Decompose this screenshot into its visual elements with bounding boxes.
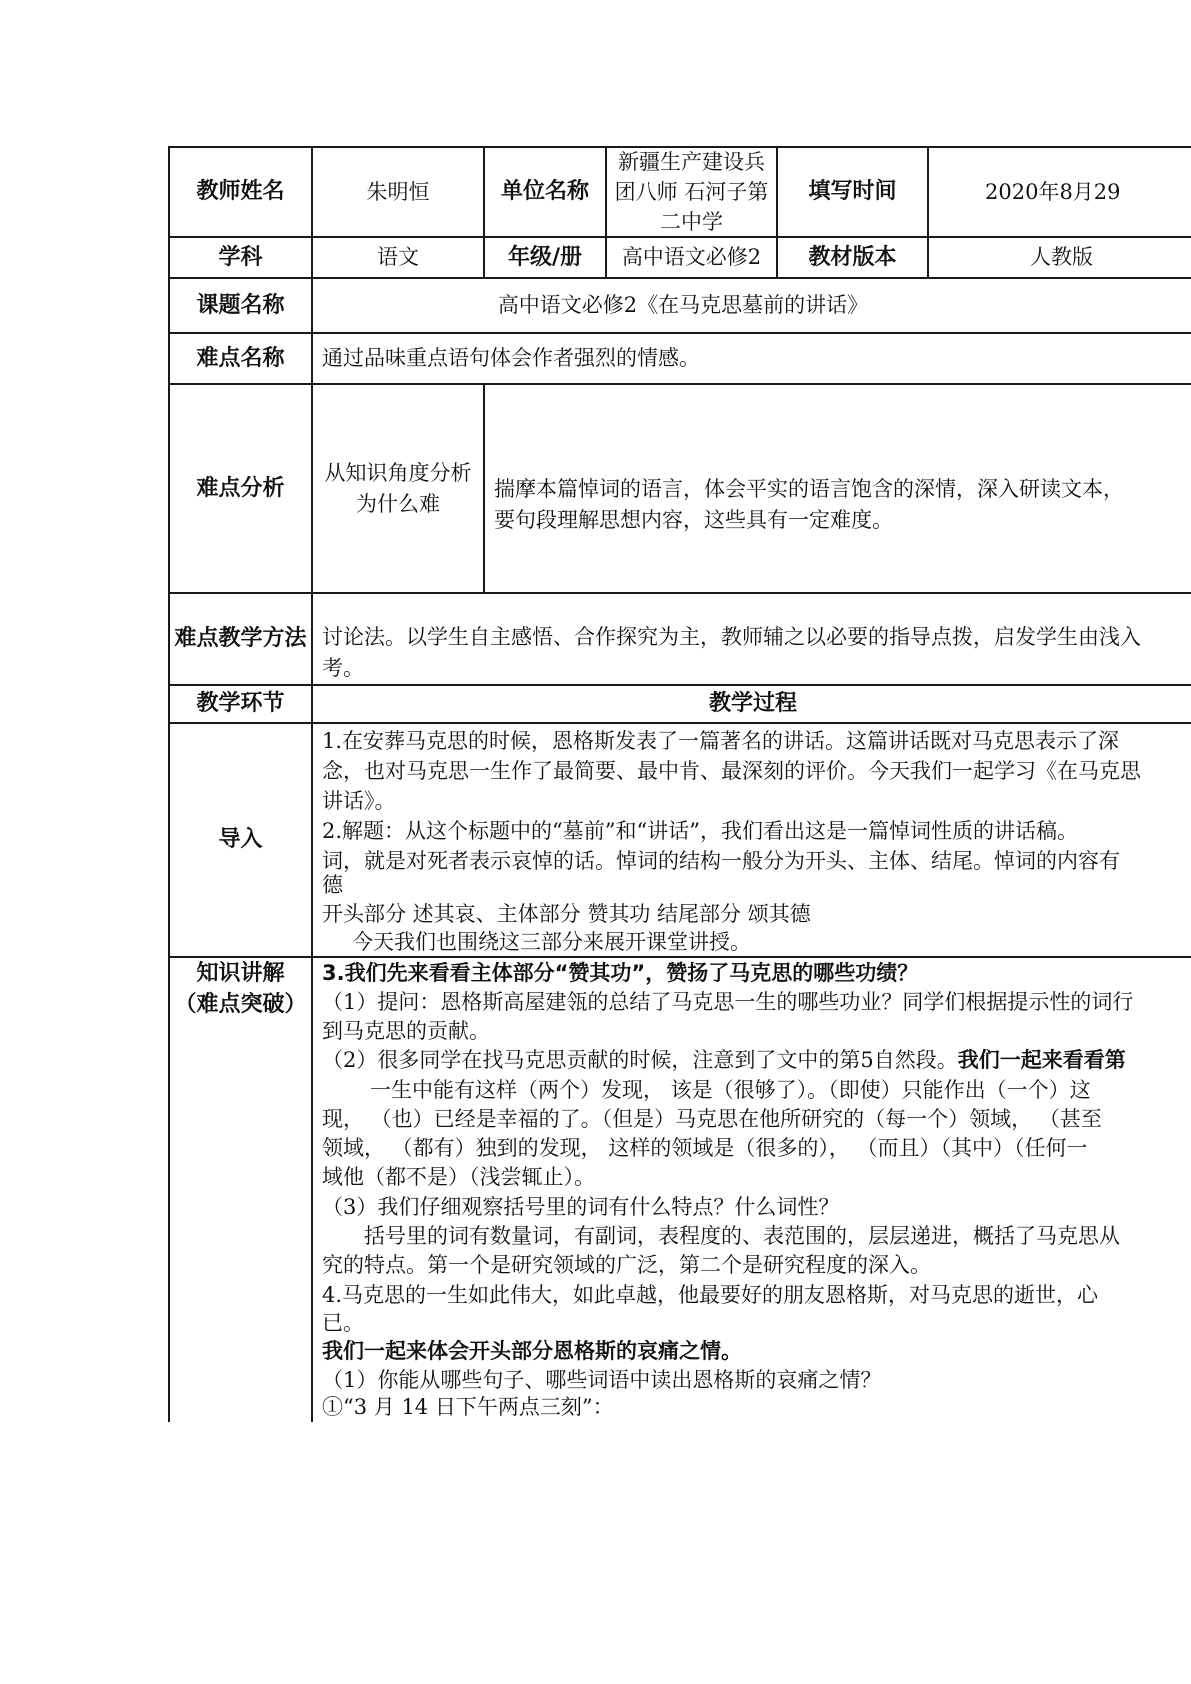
topic-value: 高中语文必修2《在马克思墓前的讲话》 (497, 293, 869, 317)
method-line-1: 讨论法。以学生自主感悟、合作探究为主，教师辅之以必要的指导点拨，启发学生由浅入 (322, 625, 1141, 649)
knowledge-bold-heading-2: 我们一起来体会开头部分恩格斯的哀痛之情。 (322, 1339, 742, 1363)
knowledge-q4-b: 已。 (322, 1311, 364, 1335)
edition-label: 教材版本 (808, 244, 897, 270)
fill-time-value: 2020年8月29 (985, 180, 1121, 204)
edition-value: 人教版 (1030, 245, 1093, 269)
knowledge-p3: 领域， （都有）独到的发现， 这样的领域是（很多的）， （而且）（其中）（任何一 (322, 1136, 1088, 1160)
unit-name-line-3: 二中学 (660, 210, 723, 234)
analysis-sub-label-line-1: 从知识角度分析 (324, 460, 472, 485)
knowledge-a3-b: 究的特点。第一个是研究领域的广泛，第二个是研究程度的深入。 (322, 1253, 931, 1277)
knowledge-heading: 3.我们先来看看主体部分“赞其功”，赞扬了马克思的哪些功绩？ (322, 961, 919, 985)
unit-name-line-2: 团八师 石河子第 (614, 180, 769, 204)
teacher-name-label: 教师姓名 (196, 179, 285, 204)
knowledge-label-line-2: （难点突破） (174, 992, 307, 1017)
fill-time-label: 填写时间 (808, 179, 897, 204)
knowledge-p2: 现， （也）已经是幸福的了。（但是）马克思在他所研究的（每一个）领域， （甚至 (322, 1107, 1102, 1131)
difficulty-value: 通过品味重点语句体会作者强烈的情感。 (322, 346, 700, 370)
knowledge-p4: 域他（都不是）（浅尝辄止）。 (322, 1165, 595, 1189)
knowledge-p1: 一生中能有这样（两个）发现， 该是（很够了）。（即使）只能作出（一个）这 (370, 1078, 1091, 1102)
knowledge-q1-b: 到马克思的贡献。 (322, 1019, 490, 1043)
method-label: 难点教学方法 (174, 626, 307, 651)
intro-line-1: 1.在安葬马克思的时候，恩格斯发表了一篇著名的讲话。这篇讲话既对马克思表示了深 (322, 729, 1120, 753)
difficulty-label: 难点名称 (196, 345, 285, 371)
subject-value: 语文 (377, 245, 419, 269)
analysis-line-1: 揣摩本篇悼词的语言，体会平实的语言饱含的深情，深入研读文本， (494, 477, 1124, 501)
process-header-label: 教学过程 (708, 691, 797, 716)
knowledge-q1-a: （1）提问：恩格斯高屋建瓴的总结了马克思一生的哪些功业？同学们根据提示性的词行 (322, 990, 1134, 1014)
knowledge-label (170, 958, 311, 1020)
unit-name-label: 单位名称 (500, 179, 589, 204)
intro-label: 导入 (218, 827, 263, 852)
intro-line-6: 德 (322, 873, 343, 897)
method-line-2: 考。 (322, 656, 364, 680)
intro-line-5: 词，就是对死者表示哀悼的话。悼词的结构一般分为开头、主体、结尾。悼词的内容有 (322, 849, 1120, 873)
knowledge-q3: （3）我们仔细观察括号里的词有什么特点？什么词性？ (322, 1195, 840, 1219)
intro-line-3: 讲话》。 (322, 789, 396, 813)
knowledge-q5: （1）你能从哪些句子、哪些词语中读出恩格斯的哀痛之情？ (322, 1368, 882, 1392)
intro-line-8: 今天我们也围绕这三部分来展开课堂讲授。 (352, 930, 751, 954)
process-stage-label: 教学环节 (196, 691, 285, 716)
topic-label: 课题名称 (196, 292, 285, 318)
unit-name-value (607, 148, 776, 236)
teacher-name-value: 朱明恒 (366, 179, 430, 204)
analysis-label: 难点分析 (196, 475, 285, 501)
intro-line-7: 开头部分 述其哀、主体部分 赞其功 结尾部分 颂其德 (322, 902, 811, 926)
analysis-line-2: 要句段理解思想内容，这些具有一定难度。 (494, 508, 893, 532)
grade-label: 年级/册 (507, 244, 583, 270)
knowledge-q6: ①“3 月 14 日下午两点三刻”： (322, 1395, 614, 1419)
knowledge-label-line-1: 知识讲解 (196, 961, 285, 986)
unit-name-line-1: 新疆生产建设兵 (618, 150, 765, 174)
knowledge-a3-a: 括号里的词有数量词，有副词，表程度的、表范围的，层层递进，概括了马克思从 (364, 1224, 1120, 1248)
subject-label: 学科 (218, 244, 263, 270)
analysis-sub-label (313, 385, 483, 592)
knowledge-q4-a: 4.马克思的一生如此伟大，如此卓越，他最要好的朋友恩格斯，对马克思的逝世，心 (322, 1283, 1099, 1307)
knowledge-q2-b: 我们一起来看看第 (957, 1048, 1126, 1072)
intro-line-2: 念，也对马克思一生作了最简要、最中肯、最深刻的评价。今天我们一起学习《在马克思 (322, 759, 1141, 783)
analysis-sub-label-line-2: 为什么难 (356, 491, 440, 516)
knowledge-q2 (322, 1045, 1126, 1076)
grade-value: 高中语文必修2 (621, 245, 762, 269)
intro-line-4: 2.解题：从这个标题中的“墓前”和“讲话”，我们看出这是一篇悼词性质的讲话稿。 (322, 819, 1078, 843)
knowledge-q2-a: （2）很多同学在找马克思贡献的时候，注意到了文中的第5自然段。 (322, 1048, 958, 1072)
